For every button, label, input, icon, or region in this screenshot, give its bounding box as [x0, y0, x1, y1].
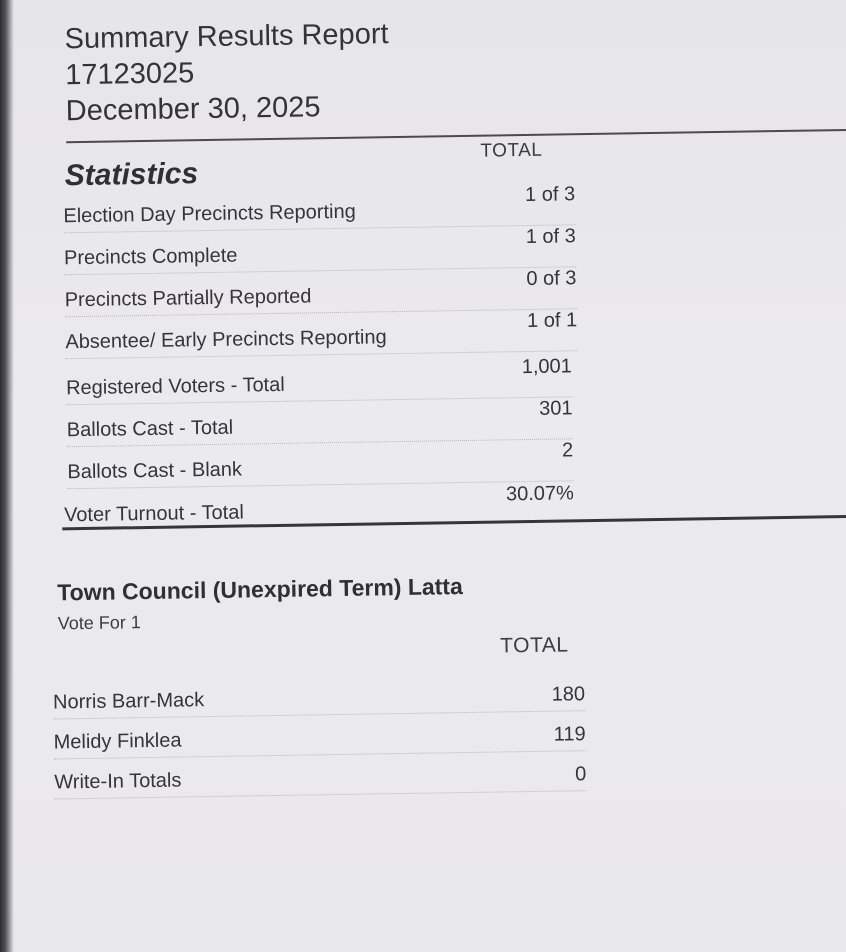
header-divider [66, 129, 846, 143]
stat-label: Precincts Complete [63, 244, 238, 270]
stat-value: 0 of 3 [526, 267, 577, 291]
report-title: Summary Results Report [64, 18, 389, 56]
report-id: 17123025 [64, 57, 195, 92]
candidate-name: Write-In Totals [54, 769, 182, 794]
stat-label: Ballots Cast - Total [66, 416, 234, 442]
stat-label: Registered Voters - Total [65, 373, 285, 400]
report-header [64, 16, 390, 129]
candidate-row [53, 715, 585, 759]
stat-row [63, 225, 577, 275]
stat-row [63, 183, 576, 233]
contest-total-header: TOTAL [500, 633, 569, 658]
stat-value: 30.07% [505, 482, 574, 506]
stat-row [65, 309, 578, 359]
candidate-row [54, 755, 586, 799]
stat-label: Precincts Partially Reported [64, 285, 312, 312]
statistics-heading: Statistics [64, 157, 199, 193]
stat-value: 1,001 [521, 355, 572, 379]
candidate-name: Melidy Finklea [53, 729, 182, 754]
candidate-votes: 180 [551, 683, 586, 706]
report-sheet [16, 0, 846, 952]
candidate-votes: 0 [574, 763, 587, 786]
stat-value: 1 of 1 [526, 309, 578, 333]
stat-row [66, 397, 573, 447]
stat-row [64, 267, 577, 317]
stat-value: 1 of 3 [525, 225, 576, 249]
candidate-votes: 119 [553, 723, 586, 746]
stat-value: 1 of 3 [524, 183, 576, 207]
report-date: December 30, 2025 [65, 91, 321, 128]
stat-label: Ballots Cast - Blank [67, 458, 243, 484]
stat-label: Absentee/ Early Precincts Reporting [65, 326, 387, 354]
stat-label: Voter Turnout - Total [63, 501, 245, 527]
candidate-row [53, 675, 585, 719]
vote-for-label: Vote For 1 [57, 612, 142, 634]
stat-value: 2 [561, 439, 574, 462]
stat-value: 301 [538, 397, 573, 420]
stat-label: Election Day Precincts Reporting [63, 200, 356, 228]
candidate-name: Norris Barr-Mack [52, 689, 205, 714]
stat-row [65, 355, 573, 405]
statistics-total-header: TOTAL [480, 139, 543, 162]
page-edge-shadow [0, 0, 14, 952]
stat-row [67, 439, 574, 489]
contest-title: Town Council (Unexpired Term) Latta [57, 573, 463, 606]
